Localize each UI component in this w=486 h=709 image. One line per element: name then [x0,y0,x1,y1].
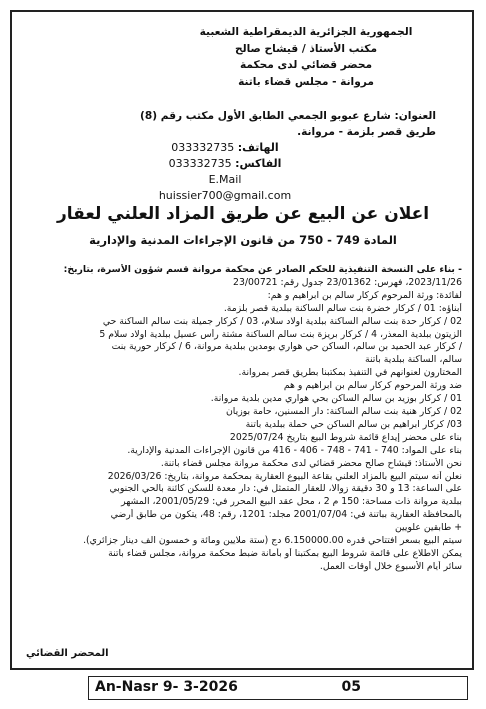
header-line: محضر قضائي لدى محكمة [239,59,373,71]
office-address [56,108,436,140]
body-line: - بناء على النسخة التنفيذية للحكم الصادر عن محكمة مروانة قسم شؤون الأسرة، بتاريخ: [63,264,462,275]
body-line: المختارون لعنوانهم في التنفيذ بمكتبنا بطريق قصر بمروانة. [238,367,462,379]
body-line: 03/ كركار ابراهيم بن سالم الساكن حي حملة ببلدية باتنة [245,418,462,430]
body-line: بناء على محضر إيداع قائمة شروط البيع بتاريخ 2025/07/24 [229,431,462,443]
phone-number: 033332735 [171,141,235,154]
page-number: 05 [341,679,361,695]
fax-label: الفاكس: [235,157,282,170]
address-line: العنوان: شارع عبوبو الجمعي الطابق الأول مكتب رقم (8) [140,110,436,122]
body-line: 2023/11/26، فهرس: 23/01362 جدول رقم: 23/00721 [233,276,462,288]
fax-number: 033332735 [168,157,232,170]
phone-label: الهاتف: [237,141,279,154]
header-line: مكتب الأستاذ / قيشاح صالح [234,42,378,55]
notice-subtitle: المادة 749 - 750 من قانون الإجراءات المدنية والإدارية [89,233,397,247]
notice-body [30,264,462,574]
body-line: 02 / كركار حدة بنت سالم الساكنة ببلدية اولاد سلام، 03 / كركار جميلة بنت سالم الساكنة حي [102,315,462,327]
header-line: مروانة - مجلس قضاء باتنة [238,75,374,88]
body-line: سائر أيام الأسبوع خلال أوقات العمل. [319,560,462,572]
contact-block [150,140,300,204]
body-line: سالم، الساكنة ببلدية باتنة [365,354,462,366]
body-line: بالمحافظة العقارية بباتنة في: 2001/07/04 مجلد: 1201، رقم: 48، يتكون من طابق أرضي [110,509,462,521]
body-line: ببلدية مروانة ذات مساحة: 150 م 2 ، محل عقد البيع المحرر في: 2001/05/29، المشهر [121,496,462,508]
body-line: الزيتون ببلدية المعذر، 4 / كركار بريزة بنت سالم الساكنة مشتة رأس عسيل ببلدية اولاد سلام 5 [99,328,462,340]
header-line: الجمهورية الجزائرية الديمقراطية الشعبية [199,26,413,38]
body-line: + طابقين علويين [394,522,462,534]
email-address: huissier700@gmail.com [158,189,292,202]
body-line: لفائدة: ورثة المرحوم كركار سالم بن ابراهيم و هم: [267,289,462,301]
newspaper-footer [88,676,468,700]
notice-title: اعلان عن البيع عن طريق المزاد العلني لعقار [56,204,430,224]
body-line: بناء على المواد: 740 - 741 - 748 - 406 - 416 من قانون الإجراءات المدنية والإدارية. [127,444,462,456]
fax-row [150,156,300,172]
newspaper-name-date: An-Nasr 9- 3-2026 [95,679,238,695]
body-line: يمكن الاطلاع على قائمة شروط البيع بمكتبنا أو بأمانة ضبط محكمة مروانة، مجلس قضاء باتنة [108,547,462,559]
body-line: نحن الأستاذ: قيشاح صالح محضر قضائي لدى محكمة مروانة مجلس قضاء باتنة. [160,457,462,469]
email-label: E.Mail [208,173,242,186]
body-line: 01 / كركار بوزيد بن سالم الساكن بحي هواري مدين بلدية مروانة. [210,393,462,405]
phone-row [150,140,300,156]
body-line: / كركار عبد الحميد بن سالم، الساكن حي هواري بومدين ببلدية مروانة، 6 / كركار حورية بنت [111,341,462,353]
body-line: 02 / كركار هنية بنت سالم الساكنة: دار المسنين، حامة بوزيان [225,405,462,417]
body-line: سيتم البيع بسعر افتتاحي قدره 6.150000.00 دج (ستة ملايين ومائة و خمسون الف دينار جزائري). [83,535,462,547]
body-line: أبناؤه: 01 / كركار خضرة بنت سالم الساكنة ببلدية قصر بلزمة. [223,302,462,314]
address-line: طريق قصر بلزمة - مروانة. [297,126,436,138]
signature-label: المحضر القضائي [26,648,109,659]
body-line: على الساعة: 13 و 30 دقيقة زوالا، للعقار المتمثل في: دار معدة للسكن كائنة بالحي الجنوبي [109,483,462,495]
body-line: نعلن أنه سيتم البيع بالمزاد العلني بقاعة البيوع العقارية بمحكمة مروانة، بتاريخ: 2026/03/26 [107,470,462,482]
body-line: ضد ورثة المرحوم كركار سالم بن ابراهيم و هم [283,380,462,392]
office-header [176,24,436,90]
